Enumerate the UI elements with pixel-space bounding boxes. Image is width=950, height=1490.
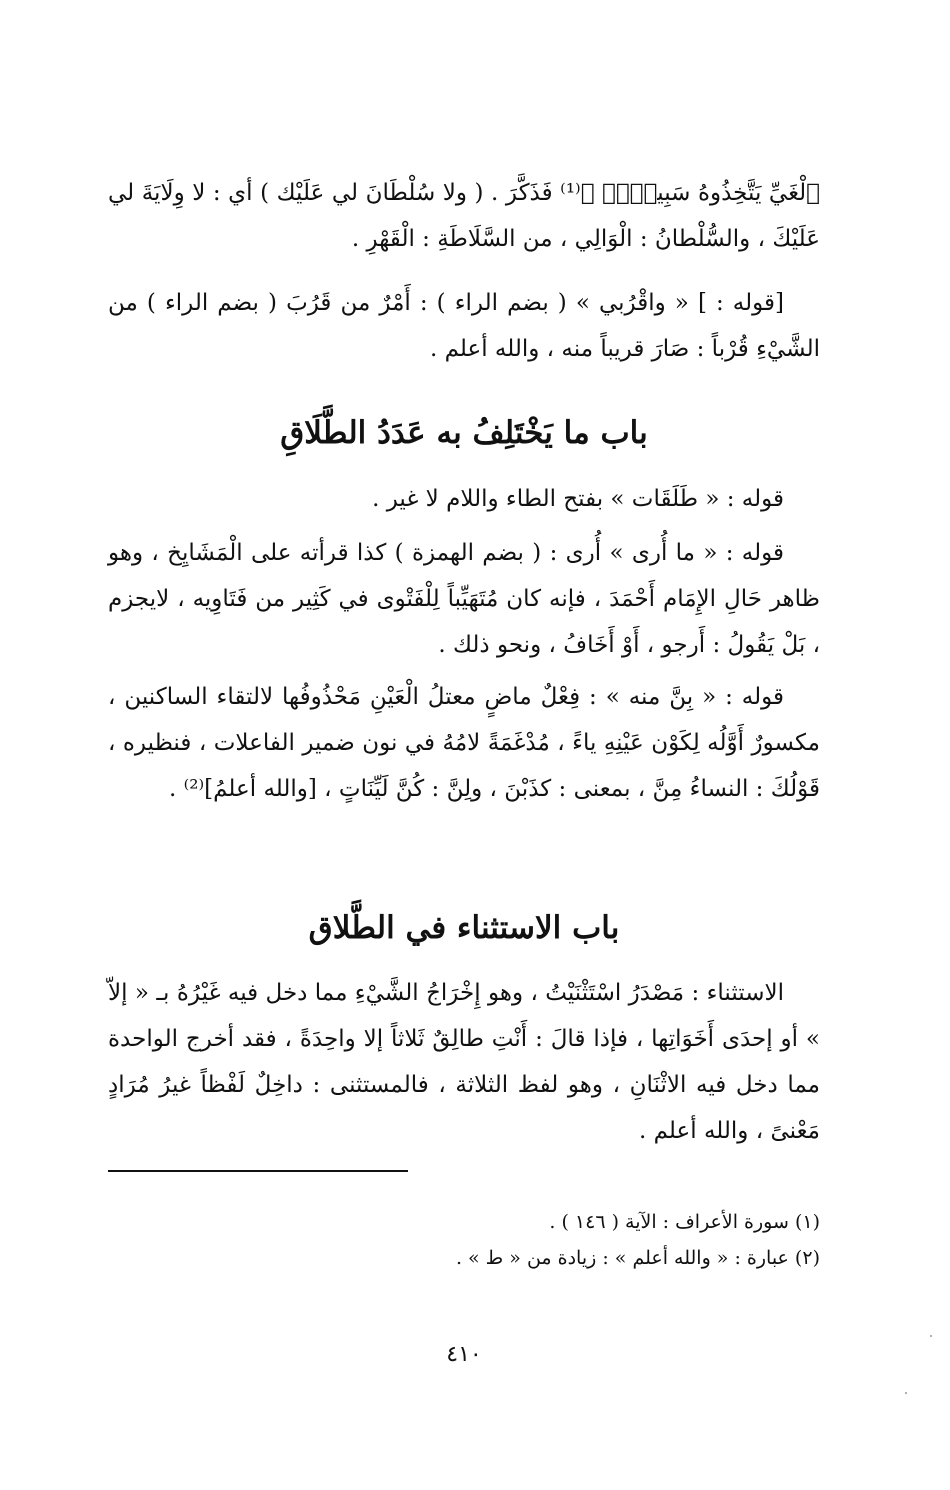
paragraph-binna-minhu: قوله : « بِنَّ منه » : فِعْلٌ ماضٍ معتلُ الْعَيْنِ مَحْذُوفُها لالتقاء الساكنين ، مكسورٌ أَوَّلُه لِكَوْن عَيْنِهِ ياءً ، مُدْغَمَةً لامُهُ في نون ضمير الفاعلات ، فنظيره ، قَوْلُكَ : النساءُ مِنَّ ، بمعنى : كذَبْنَ ، ولِنَّ : كُنَّ لَيِّنَاتٍ ، [والله أعلمُ]⁽²⁾ . <box>108 684 820 802</box>
footnote-1: (١) سورة الأعراف : الآية ( ١٤٦ ) . <box>549 1211 820 1233</box>
paragraph-ayah-continuation: ٱلْغَيِّ يَتَّخِذُوهُ سَبِيلًاۚ ﴾⁽¹⁾ فَذَكَّرَ . ( ولا سُلْطَانَ لي عَلَيْك ) أي : لا وِلَايَةَ لي عَلَيْكَ ، والسُّلْطانُ : الْوَالِي ، من السَّلَاطَةِ : الْقَهْرِ . <box>108 180 820 252</box>
scan-speck <box>930 1335 932 1337</box>
paragraph-talaqat: قوله : « طَلَقَات » بفتح الطاء واللام لا غير . <box>372 486 784 512</box>
scan-speck <box>905 1392 907 1394</box>
paragraph-istithna-definition: الاستثناء : مَصْدَرُ اسْتَثْنَيْتُ ، وهو إِخْرَاجُ الشَّيْءِ مما دخل فيه غَيْرُهُ بـ « إلاّ » أو إحدَى أَخَوَاتِها ، فإذا قالَ : أَنْتِ طالِقٌ ثَلاثاً إلا واحِدَةً ، فقد أخرج الواحدة مما دخل فيه الاثْنَانِ ، وهو لفظ الثلاثة ، فالمستثنى : داخِلٌ لَفْظاً غيرُ مُرَادٍ مَعْنىً ، والله أعلم . <box>108 980 820 1144</box>
page-number: ٤١٠ <box>446 1342 482 1367</box>
section-heading-istithna: باب الاستثناء في الطَّلاق <box>308 910 620 946</box>
footnote-2: (٢) عبارة : « والله أعلم » : زيادة من « ط » . <box>455 1247 820 1269</box>
footnotes-block <box>108 1204 820 1276</box>
paragraph-ma-ura: قوله : « ما أُرى » أُرى : ( بضم الهمزة ) كذا قرأته على الْمَشَايِخ ، وهو ظاهر حَالِ الإِمَام أَحْمَدَ ، فإنه كان مُتَهَيِّباً لِلْفَتْوى في كَثِير من فَتَاوِيه ، لايجزم ، بَلْ يَقُولُ : أَرجو ، أَوْ أَخَافُ ، ونحو ذلك . <box>108 540 820 658</box>
paragraph-waqrubi: [قوله : ] « واقْرُبي » ( بضم الراء ) : أَمْرٌ من قَرُبَ ( بضم الراء ) من الشَّيْءِ قُرْباً : صَارَ قريباً منه ، والله أعلم . <box>108 290 820 362</box>
book-page <box>108 0 820 1490</box>
footnote-separator-line <box>108 1170 408 1172</box>
section-heading-talaq-count: باب ما يَخْتَلِفُ به عَدَدُ الطَّلَاقِ <box>280 415 648 451</box>
